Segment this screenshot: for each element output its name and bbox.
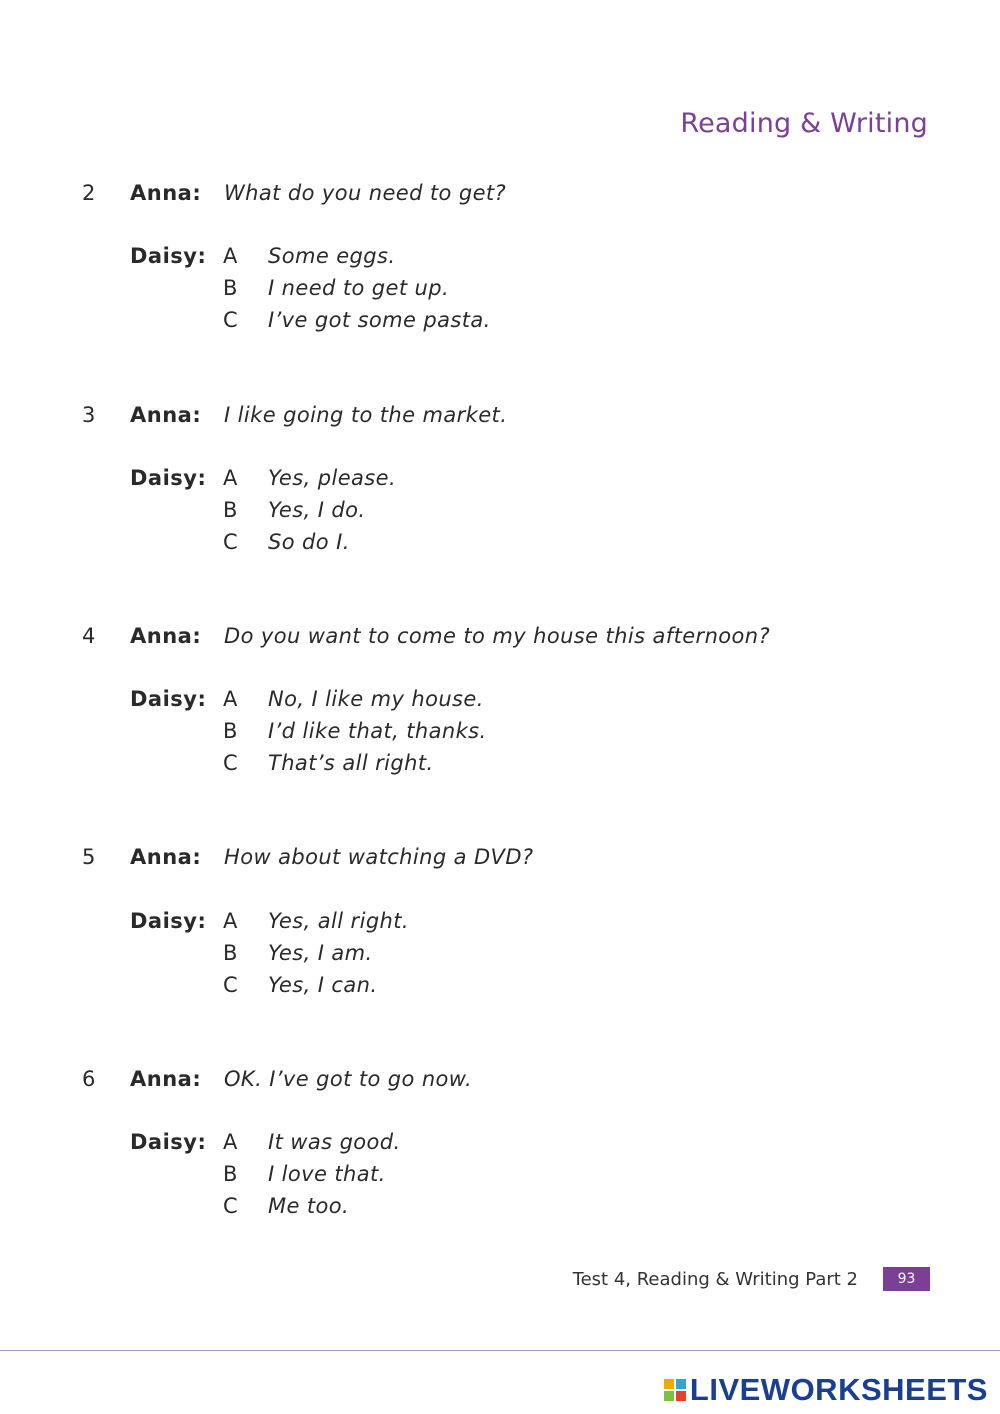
- question-item: [0, 178, 1000, 348]
- answer-option[interactable]: No, I like my house.: [268, 687, 484, 711]
- page-number: 93: [883, 1267, 930, 1291]
- brand-logo[interactable]: [664, 1372, 988, 1408]
- prompt-speaker: Anna:: [130, 1067, 202, 1091]
- question-number: 3: [82, 403, 96, 427]
- footer-divider: [0, 1350, 1000, 1351]
- answer-option[interactable]: Yes, I do.: [268, 498, 366, 522]
- option-letter: B: [223, 1162, 238, 1186]
- answer-option[interactable]: I need to get up.: [268, 276, 450, 300]
- question-number: 6: [82, 1067, 96, 1091]
- answer-option[interactable]: Yes, I can.: [268, 973, 378, 997]
- question-item: [0, 621, 1000, 791]
- option-letter: A: [223, 466, 238, 490]
- answer-option[interactable]: It was good.: [268, 1130, 401, 1154]
- reply-speaker: Daisy:: [130, 909, 207, 933]
- option-letter: B: [223, 941, 238, 965]
- reply-speaker: Daisy:: [130, 466, 207, 490]
- option-letter: A: [223, 1130, 238, 1154]
- answer-option[interactable]: That’s all right.: [268, 751, 434, 775]
- question-item: [0, 842, 1000, 1012]
- prompt-speaker: Anna:: [130, 403, 202, 427]
- brand-name: LIVEWORKSHEETS: [689, 1372, 988, 1407]
- option-letter: C: [223, 973, 238, 997]
- reply-speaker: Daisy:: [130, 687, 207, 711]
- question-prompt: OK. I’ve got to go now.: [224, 1067, 473, 1091]
- option-letter: C: [223, 751, 238, 775]
- section-title: Reading & Writing: [680, 108, 928, 139]
- question-number: 4: [82, 624, 96, 648]
- liveworksheets-logo-icon: [664, 1379, 686, 1401]
- question-prompt: Do you want to come to my house this afternoon?: [224, 624, 771, 648]
- answer-option[interactable]: Yes, please.: [268, 466, 397, 490]
- option-letter: A: [223, 244, 238, 268]
- option-letter: B: [223, 719, 238, 743]
- answer-option[interactable]: I’ve got some pasta.: [268, 308, 491, 332]
- prompt-speaker: Anna:: [130, 624, 202, 648]
- option-letter: B: [223, 498, 238, 522]
- answer-option[interactable]: Some eggs.: [268, 244, 396, 268]
- question-item: [0, 1064, 1000, 1234]
- answer-option[interactable]: I love that.: [268, 1162, 386, 1186]
- footer-section-label: Test 4, Reading & Writing Part 2: [572, 1269, 858, 1290]
- answer-option[interactable]: Yes, all right.: [268, 909, 409, 933]
- prompt-speaker: Anna:: [130, 845, 202, 869]
- reply-speaker: Daisy:: [130, 244, 207, 268]
- answer-option[interactable]: Me too.: [268, 1194, 350, 1218]
- prompt-speaker: Anna:: [130, 181, 202, 205]
- answer-option[interactable]: Yes, I am.: [268, 941, 373, 965]
- question-number: 2: [82, 181, 96, 205]
- reply-speaker: Daisy:: [130, 1130, 207, 1154]
- answer-option[interactable]: So do I.: [268, 530, 350, 554]
- option-letter: B: [223, 276, 238, 300]
- question-number: 5: [82, 845, 96, 869]
- option-letter: A: [223, 687, 238, 711]
- option-letter: C: [223, 308, 238, 332]
- answer-option[interactable]: I’d like that, thanks.: [268, 719, 487, 743]
- question-item: [0, 400, 1000, 570]
- option-letter: C: [223, 1194, 238, 1218]
- question-prompt: I like going to the market.: [224, 403, 508, 427]
- option-letter: A: [223, 909, 238, 933]
- question-prompt: What do you need to get?: [224, 181, 507, 205]
- option-letter: C: [223, 530, 238, 554]
- question-prompt: How about watching a DVD?: [224, 845, 534, 869]
